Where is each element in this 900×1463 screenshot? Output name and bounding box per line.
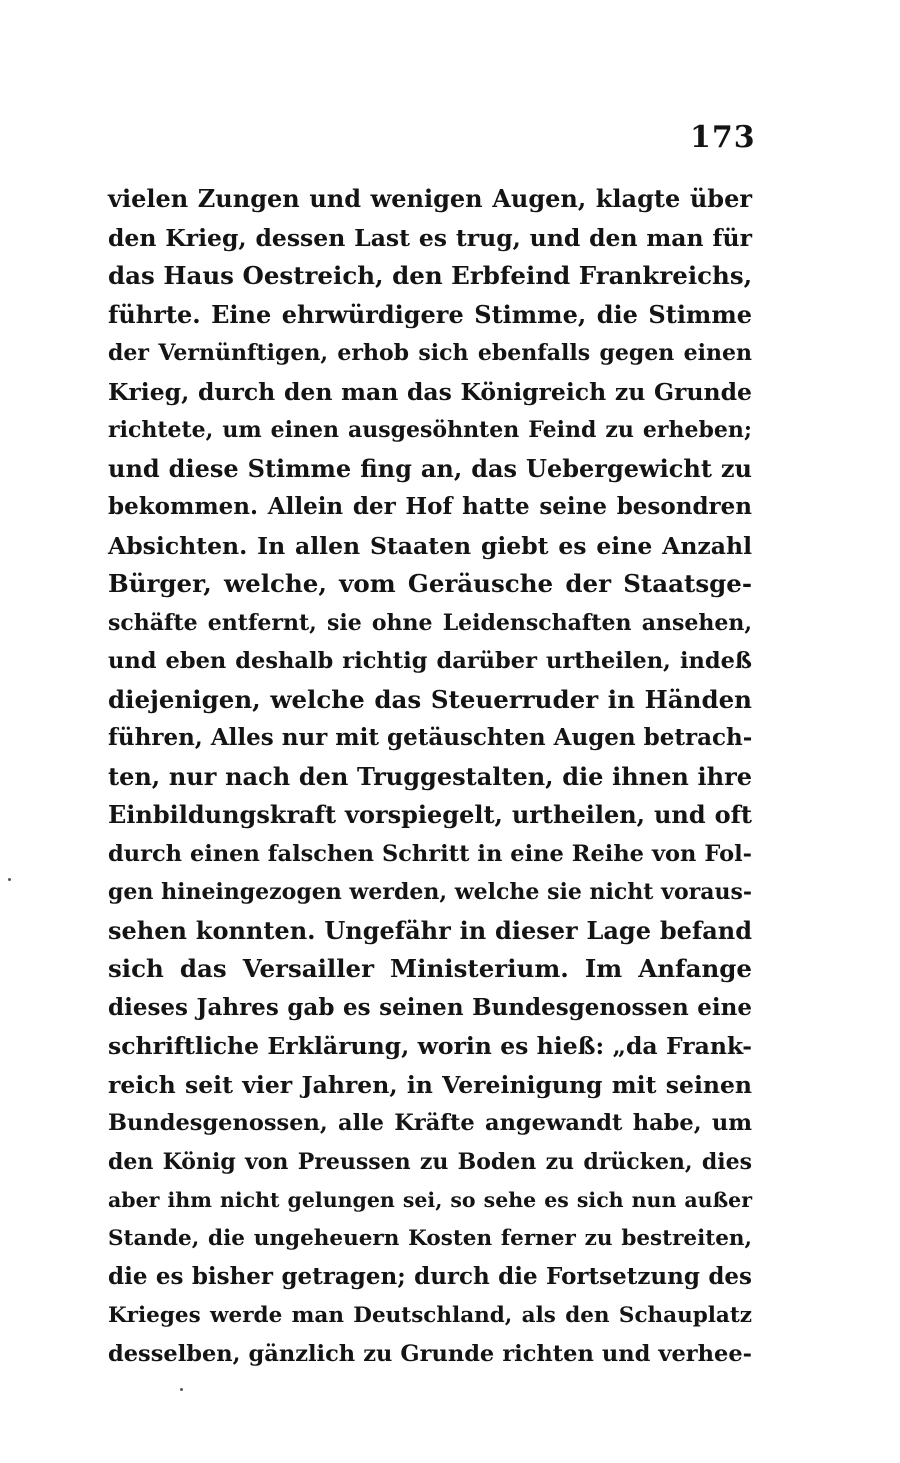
text-line: reich seit vier Jahren, in Vereinigung mit seinen — [108, 1070, 752, 1099]
text-line: Absichten. In allen Staaten giebt es eine Anzahl — [108, 531, 752, 560]
text-line: der Vernünftigen, erhob sich ebenfalls gegen einen — [108, 340, 752, 366]
margin-speck — [180, 1388, 183, 1391]
text-line: bekommen. Allein der Hof hatte seine besondren — [108, 493, 752, 520]
text-line: Krieg, durch den man das Königreich zu Grunde — [108, 377, 752, 406]
text-line: das Haus Oestreich, den Erbfeind Frankreichs, — [108, 261, 753, 290]
text-line: den Krieg, dessen Last es trug, und den man für — [108, 223, 752, 252]
text-line: durch einen falschen Schritt in eine Reihe von Fol- — [108, 840, 752, 867]
margin-speck — [8, 878, 11, 881]
text-line: die es bisher getragen; durch die Fortsetzung des — [108, 1263, 752, 1290]
text-line: den König von Preussen zu Boden zu drücken, dies — [108, 1148, 752, 1175]
text-line: führte. Eine ehrwürdigere Stimme, die Stimme — [108, 299, 752, 329]
text-line: schäfte entfernt, sie ohne Leidenschaften ansehen, — [108, 609, 752, 636]
text-line: Bundesgenossen, alle Kräfte angewandt habe, um — [108, 1110, 752, 1136]
text-line: ten, nur nach den Truggestalten, die ihnen ihre — [108, 761, 752, 791]
text-line: und diese Stimme fing an, das Uebergewicht zu — [108, 453, 752, 483]
text-line: aber ihm nicht gelungen sei, so sehe es sich nun außer — [108, 1188, 752, 1212]
page-number: 173 — [690, 120, 756, 155]
text-line: dieses Jahres gab es seinen Bundesgenossen eine — [108, 993, 752, 1021]
text-line: richtete, um einen ausgesöhnten Feind zu erheben; — [108, 417, 752, 443]
text-line: und eben deshalb richtig darüber urtheilen, indeß — [108, 648, 752, 674]
text-line: desselben, gänzlich zu Grunde richten und verhee- — [108, 1341, 752, 1367]
body-text — [108, 180, 752, 1374]
text-line: diejenigen, welche das Steuerruder in Händen — [108, 684, 752, 714]
text-line: sich das Versailler Ministerium. Im Anfange — [108, 954, 752, 983]
text-line: Krieges werde man Deutschland, als den Schauplatz — [108, 1302, 752, 1328]
text-line: Stande, die ungeheuern Kosten ferner zu bestreiten, — [108, 1225, 752, 1251]
text-line: schriftliche Erklärung, worin es hieß: „da Frank- — [108, 1032, 752, 1060]
text-line: vielen Zungen und wenigen Augen, klagte über — [108, 184, 752, 213]
text-line: Einbildungskraft vorspiegelt, urtheilen, und oft — [108, 800, 752, 829]
text-line: sehen konnten. Ungefähr in dieser Lage befand — [108, 915, 752, 945]
text-line: Bürger, welche, vom Geräusche der Staatsge- — [108, 569, 752, 598]
text-line: führen, Alles nur mit getäuschten Augen betrach- — [108, 724, 753, 751]
text-line: gen hineingezogen werden, welche sie nicht voraus- — [108, 879, 752, 905]
